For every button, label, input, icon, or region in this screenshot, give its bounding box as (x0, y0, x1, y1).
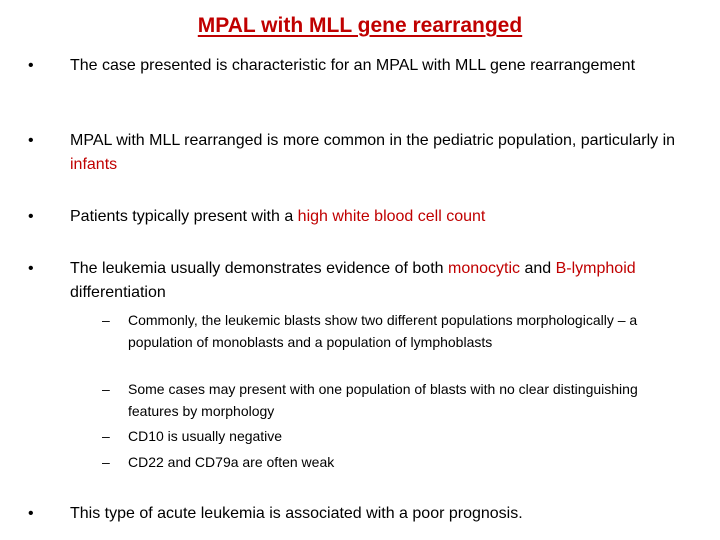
dash-marker: – (102, 312, 110, 328)
dash-marker: – (102, 428, 110, 444)
sub-bullet-text-4: CD22 and CD79a are often weak (128, 454, 335, 470)
sub-bullet-item-2 (102, 378, 642, 422)
bullet-marker: • (28, 505, 34, 522)
bullet-text-segment: The case presented is characteristic for an MPAL with MLL gene rearrangement (70, 57, 636, 74)
bullet-marker: • (28, 260, 34, 277)
bullet-text-segment: Patients typically present with a (70, 208, 298, 225)
sub-bullet-text-1: Commonly, the leukemic blasts show two different populations morphologically – a population of monoblasts and a population of lymphoblasts (128, 312, 638, 350)
bullet-item-3 (28, 205, 688, 229)
bullet-text-5 (70, 502, 688, 526)
bullet-item-2 (28, 129, 688, 177)
bullet-text-1 (70, 54, 688, 78)
bullet-text-2 (70, 129, 688, 177)
bullet-text-segment: This type of acute leukemia is associated with a poor prognosis. (70, 505, 523, 522)
bullet-marker: • (28, 132, 34, 149)
bullet-item-5 (28, 502, 688, 526)
bullet-text-3 (70, 205, 688, 229)
highlighted-term: monocytic (448, 260, 521, 277)
bullet-text-segment: The leukemia usually demonstrates evidence of both (70, 260, 448, 277)
highlighted-term: infants (70, 156, 118, 173)
slide-title: MPAL with MLL gene rearranged (197, 14, 523, 37)
sub-bullet-item-4 (102, 451, 642, 473)
sub-bullet-text-2: Some cases may present with one population of blasts with no clear distinguishing features by morphology (128, 381, 638, 419)
bullet-item-4 (28, 257, 688, 305)
bullet-marker: • (28, 208, 34, 225)
bullet-text-segment: MPAL with MLL rearranged is more common in the pediatric population, particularly in (70, 132, 676, 149)
sub-bullet-text-3: CD10 is usually negative (128, 428, 283, 444)
sub-bullet-item-1 (102, 309, 642, 353)
highlighted-term: high white blood cell count (297, 208, 486, 225)
bullet-marker: • (28, 57, 34, 74)
sub-bullet-item-3 (102, 425, 642, 447)
bullet-text-4 (70, 257, 688, 305)
bullet-text-segment: differentiation (70, 284, 166, 301)
bullet-item-1 (28, 54, 688, 78)
highlighted-term: B-lymphoid (555, 260, 636, 277)
dash-marker: – (102, 454, 110, 470)
bullet-text-segment: and (520, 260, 556, 277)
dash-marker: – (102, 381, 110, 397)
